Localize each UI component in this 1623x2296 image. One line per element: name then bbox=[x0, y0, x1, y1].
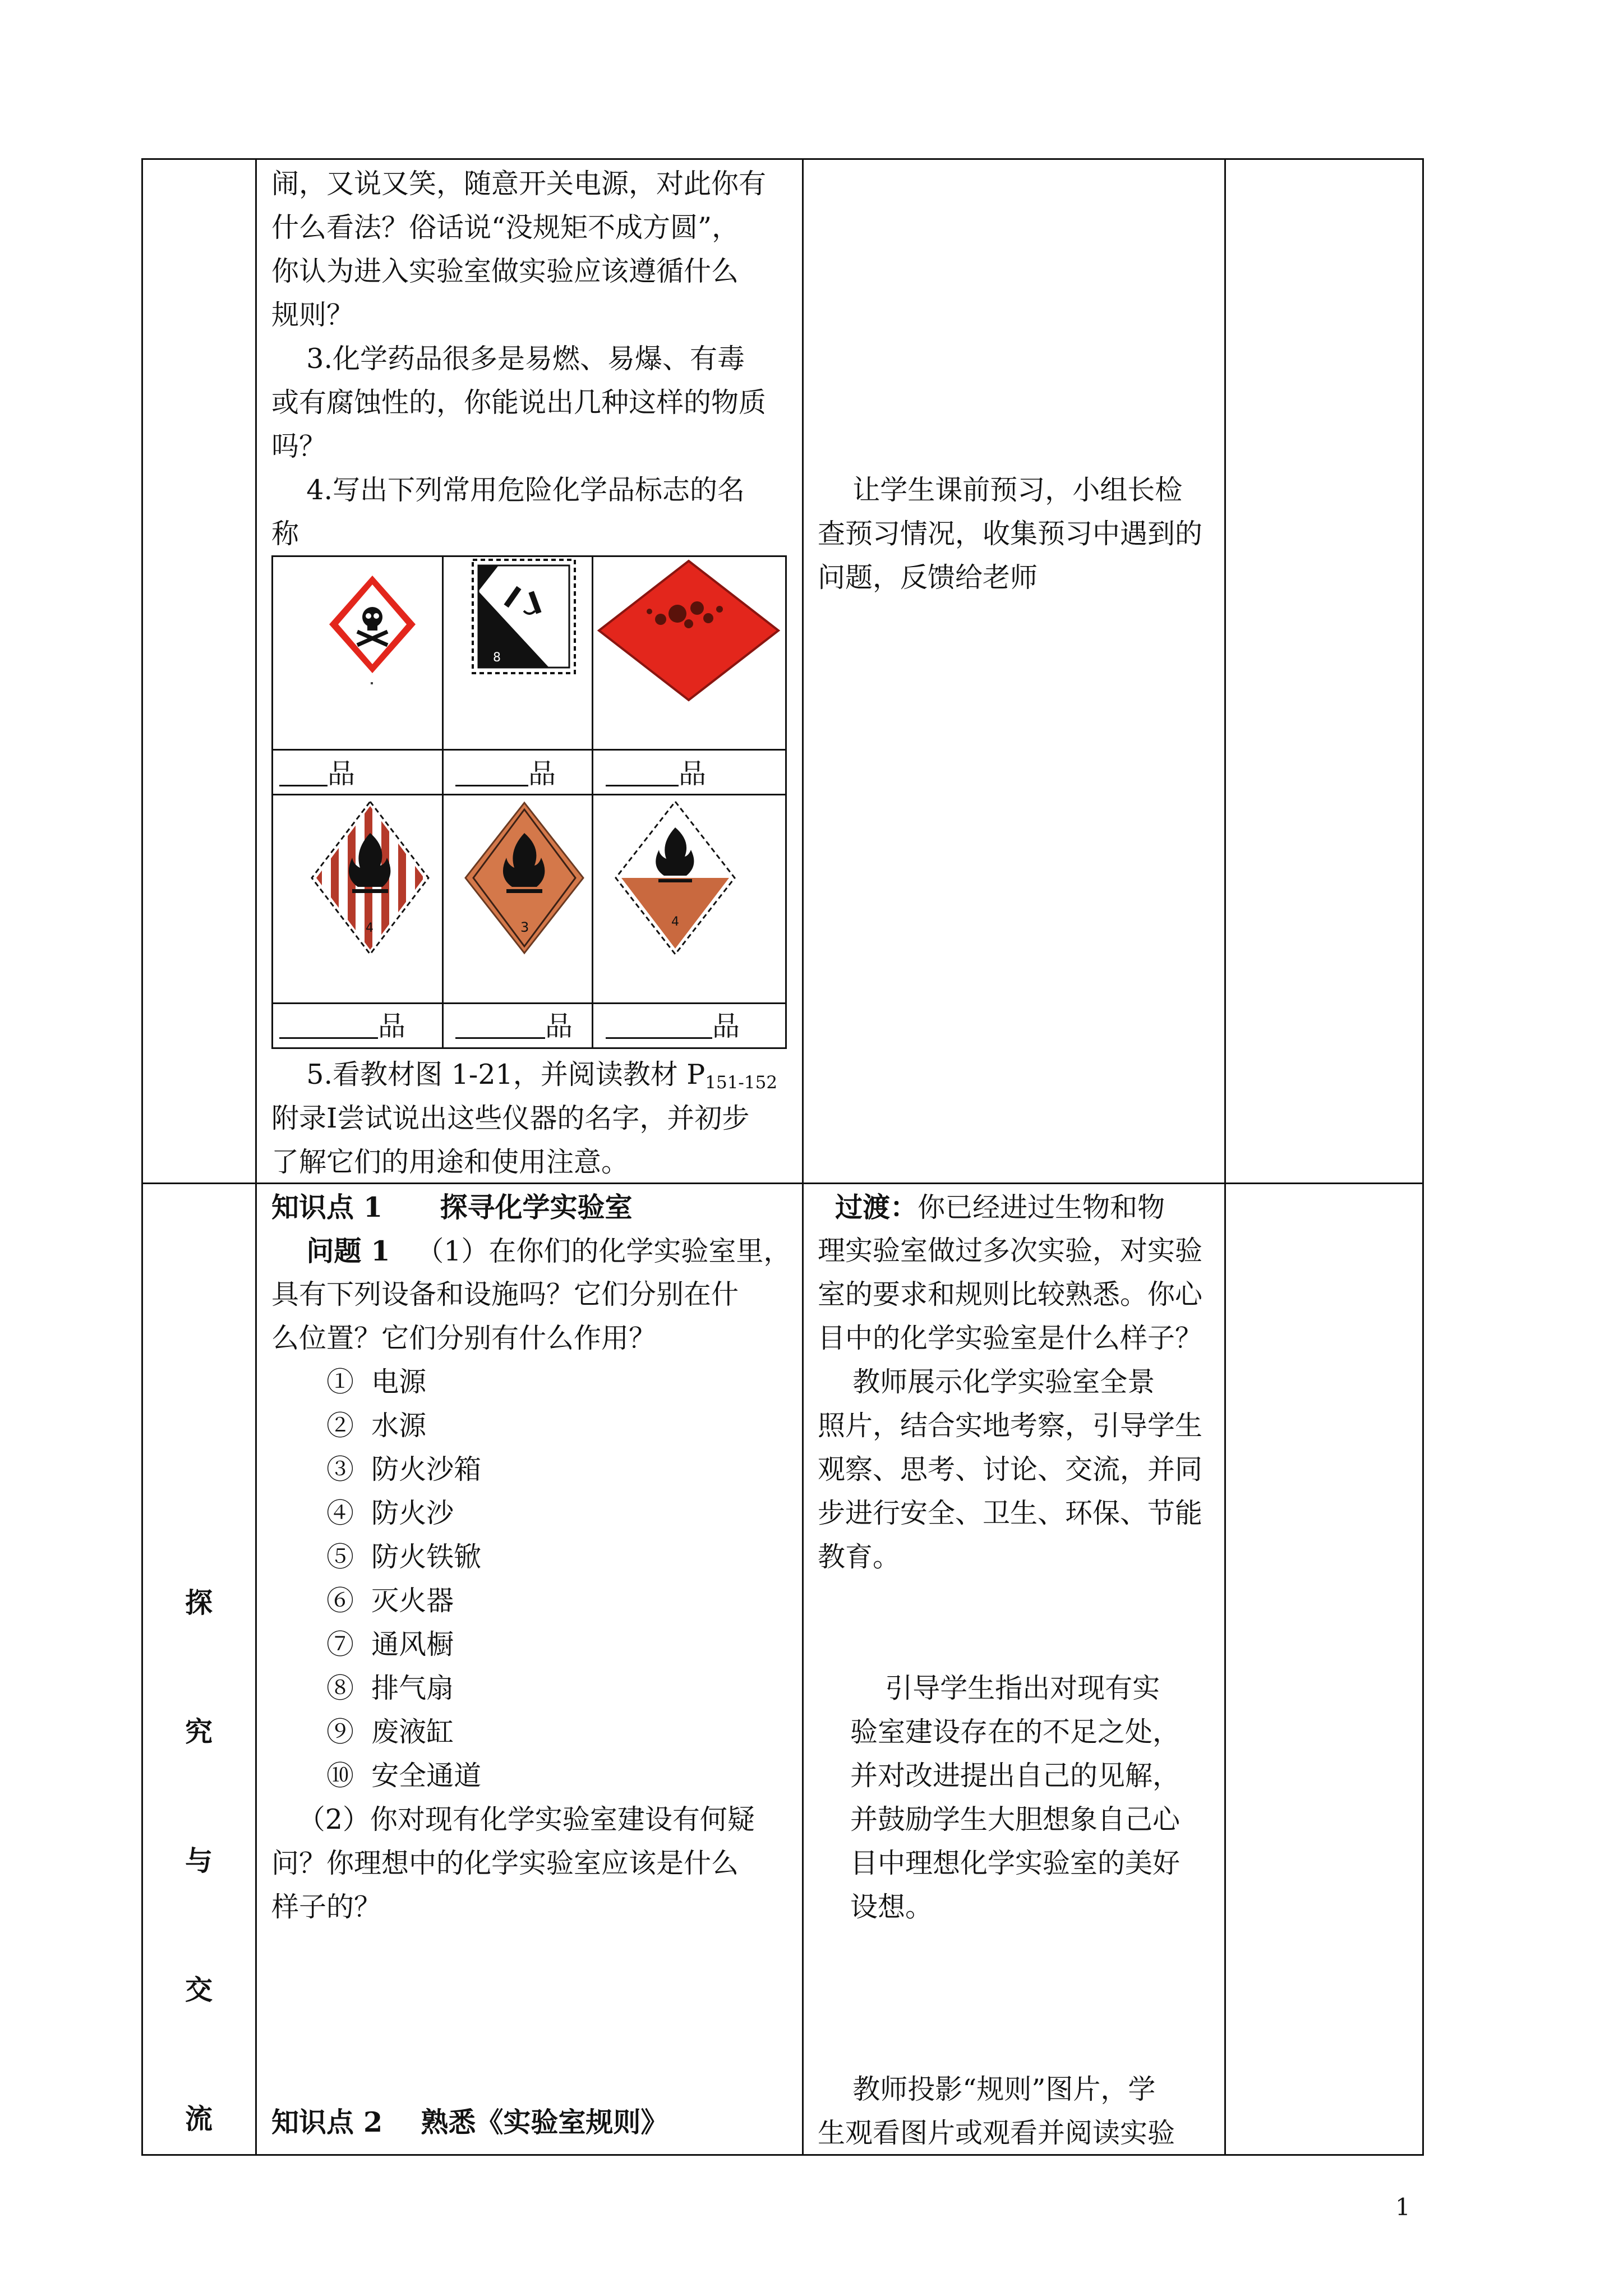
transition-line: 过渡：你已经进过生物和物 bbox=[835, 1191, 1165, 1223]
table-col-divider-3 bbox=[1224, 158, 1226, 2156]
transition-line: 室的要求和规则比较熟悉。你心 bbox=[818, 1278, 1203, 1310]
table-col-divider-2 bbox=[802, 158, 804, 2156]
table-col-divider-1 bbox=[255, 158, 257, 2156]
show-line: 照片，结合实地考察，引导学生 bbox=[818, 1410, 1203, 1442]
rules-line: 生观看图片或观看并阅读实验 bbox=[818, 2117, 1175, 2149]
text-line: 吗？ bbox=[271, 430, 327, 462]
text-line: 闹，又说又笑，随意开关电源，对此你有 bbox=[271, 168, 767, 200]
explosive-sign-icon bbox=[593, 558, 784, 709]
spontaneously-combustible-sign-icon bbox=[612, 799, 738, 962]
table-bottom-border bbox=[141, 2154, 1424, 2156]
facility-item: ① 电源 bbox=[326, 1366, 427, 1398]
show-line: 观察、思考、讨论、交流，并同 bbox=[818, 1453, 1203, 1485]
facility-item: ⑩ 安全通道 bbox=[326, 1760, 482, 1792]
toxic-sign-icon bbox=[325, 571, 420, 686]
question-5-line: 5.看教材图 1-21，并阅读教材 $P_{151-152}$ bbox=[271, 1059, 778, 1093]
question-5-line: 了解它们的用途和使用注意。 bbox=[271, 1146, 629, 1178]
text-line: 或有腐蚀性的，你能说出几种这样的物质 bbox=[271, 386, 767, 418]
text-line: 规则？ bbox=[271, 299, 354, 331]
show-line: 步进行安全、卫生、环保、节能 bbox=[818, 1497, 1203, 1529]
kp1-question-line: 具有下列设备和设施吗？它们分别在什 bbox=[271, 1278, 739, 1310]
section-label-char: 流 bbox=[185, 2102, 213, 2135]
flammable-liquid-sign-icon bbox=[462, 799, 587, 962]
facility-item: ⑦ 通风橱 bbox=[326, 1628, 454, 1660]
page-number: 1 bbox=[1395, 2193, 1410, 2221]
question-5-line: 附录Ⅰ尝试说出这些仪器的名字，并初步 bbox=[271, 1102, 750, 1134]
guide-line: 设想。 bbox=[850, 1891, 933, 1923]
text-line: 查预习情况，收集预习中遇到的 bbox=[818, 518, 1203, 550]
hazard-sign-table bbox=[271, 555, 787, 1049]
section-label-char: 究 bbox=[185, 1715, 213, 1748]
guide-line: 验室建设存在的不足之处， bbox=[850, 1716, 1181, 1748]
facility-item: ⑤ 防火铁锨 bbox=[326, 1541, 482, 1573]
text-line: 你认为进入实验室做实验应该遵循什么 bbox=[271, 255, 739, 287]
text-line: 称 bbox=[271, 518, 299, 550]
table-top-border bbox=[141, 158, 1424, 160]
facility-item: ⑨ 废液缸 bbox=[326, 1716, 454, 1748]
hazard-caption: 品 bbox=[606, 1010, 740, 1043]
svg-text:4: 4 bbox=[671, 915, 679, 929]
guide-line: 并鼓励学生大胆想象自己心 bbox=[850, 1803, 1181, 1835]
section-label-char: 探 bbox=[185, 1586, 213, 1619]
table-right-border bbox=[1422, 158, 1424, 2156]
facility-item: ③ 防火沙箱 bbox=[326, 1453, 482, 1485]
kp1-question-2-line: 问？你理想中的化学实验室应该是什么 bbox=[271, 1847, 739, 1879]
facility-item: ⑥ 灭火器 bbox=[326, 1585, 454, 1617]
table-left-border bbox=[141, 158, 143, 2156]
text-line: 3.化学药品很多是易燃、易爆、有毒 bbox=[271, 343, 745, 375]
facility-item: ⑧ 排气扇 bbox=[326, 1672, 454, 1704]
svg-text:3: 3 bbox=[520, 919, 529, 935]
kp1-question-line: 问题 1 （1）在你们的化学实验室里， bbox=[306, 1235, 791, 1267]
guide-line: 目中理想化学实验室的美好 bbox=[850, 1847, 1181, 1879]
kp1-question-2-line: （2）你对现有化学实验室建设有何疑 bbox=[271, 1803, 755, 1835]
transition-line: 理实验室做过多次实验，对实验 bbox=[818, 1235, 1203, 1267]
kp2-title: 知识点 2 熟悉《实验室规则》 bbox=[271, 2106, 668, 2138]
hazard-caption: 品 bbox=[455, 757, 556, 791]
facility-item: ④ 防火沙 bbox=[326, 1497, 454, 1529]
hazard-caption: 品 bbox=[606, 757, 706, 791]
show-line: 教师展示化学实验室全景 bbox=[818, 1366, 1155, 1398]
section-label-char: 交 bbox=[185, 1973, 213, 2006]
text-line: 让学生课前预习，小组长检 bbox=[818, 474, 1183, 506]
hazard-caption: 品 bbox=[279, 1010, 405, 1043]
rules-line: 教师投影“规则”图片，学 bbox=[818, 2073, 1156, 2105]
svg-text:8: 8 bbox=[493, 651, 501, 665]
kp1-question-line: 么位置？它们分别有什么作用？ bbox=[271, 1322, 657, 1354]
section-label-char: 与 bbox=[185, 1844, 213, 1877]
text-line: 什么看法？俗话说“没规矩不成方圆”， bbox=[271, 211, 740, 243]
corrosive-sign-icon bbox=[471, 558, 577, 675]
guide-line: 引导学生指出对现有实 bbox=[850, 1672, 1160, 1704]
show-line: 教育。 bbox=[818, 1541, 901, 1573]
text-line: 问题，反馈给老师 bbox=[818, 562, 1038, 593]
flammable-solid-sign-icon bbox=[308, 799, 432, 962]
facility-item: ② 水源 bbox=[326, 1410, 427, 1442]
svg-text:4: 4 bbox=[366, 921, 374, 935]
guide-line: 并对改进提出自己的见解， bbox=[850, 1760, 1181, 1792]
hazard-caption: 品 bbox=[279, 757, 355, 791]
hazard-caption: 品 bbox=[455, 1010, 573, 1043]
kp1-title: 知识点 1 探寻化学实验室 bbox=[271, 1191, 633, 1223]
kp1-question-2-line: 样子的？ bbox=[271, 1891, 382, 1923]
transition-line: 目中的化学实验室是什么样子？ bbox=[818, 1322, 1203, 1354]
text-line: 4.写出下列常用危险化学品标志的名 bbox=[271, 474, 745, 506]
